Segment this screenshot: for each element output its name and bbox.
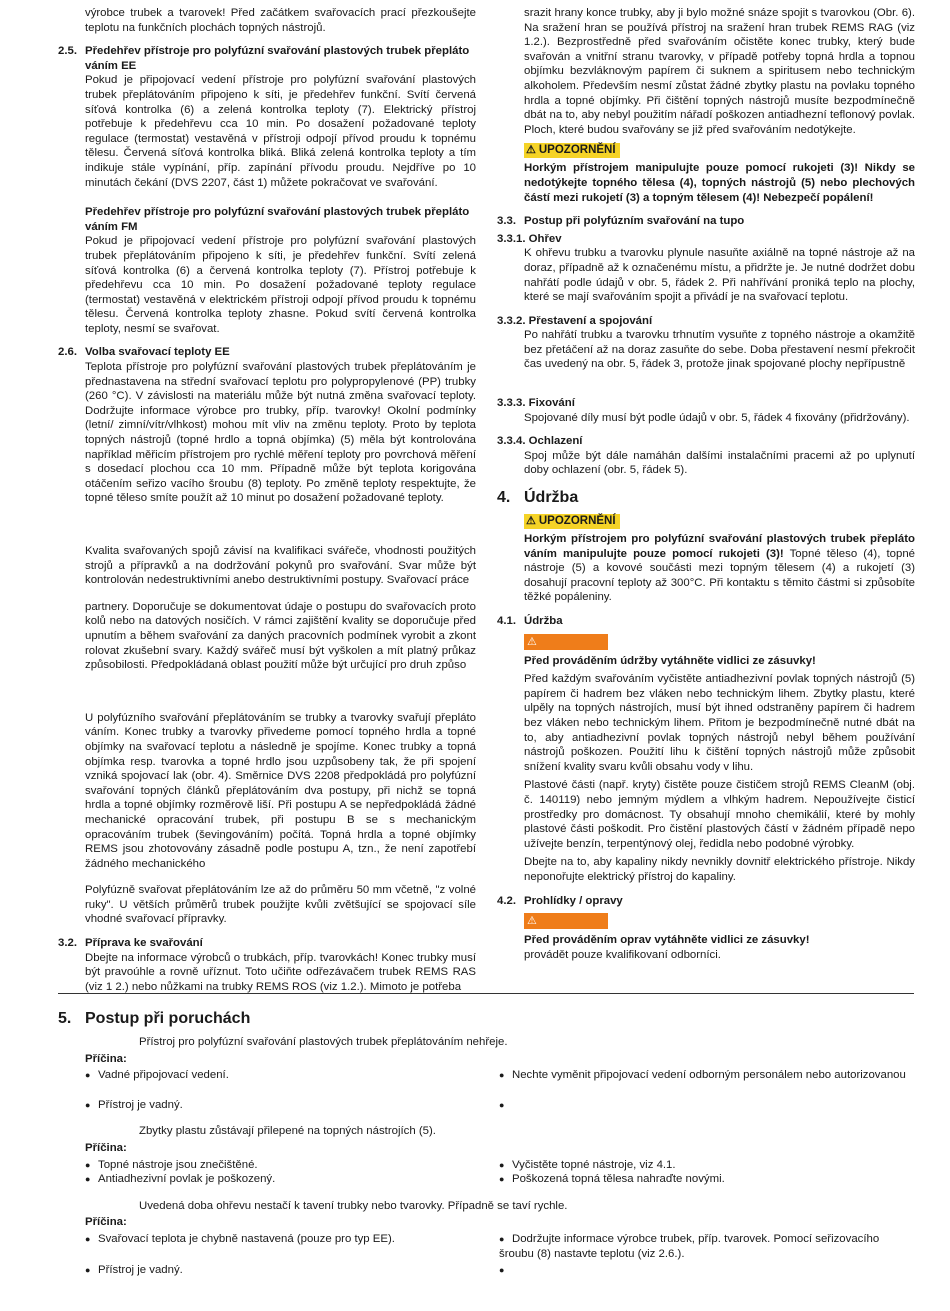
fm-heading: Předehřev přístroje pro polyfúzní svařování plastových trubek přepláto váním FM xyxy=(85,206,470,233)
problem-text: Uvedená doba ohřevu nestačí k tavení trubky nebo tvarovky. Případně se taví rychle. xyxy=(139,1199,568,1212)
left-column xyxy=(58,6,476,994)
cause-item: ● Přístroj je vadný. xyxy=(58,1098,499,1113)
cause-item: ● Topné nástroje jsou znečištěné. xyxy=(58,1158,499,1173)
caution-label xyxy=(524,913,608,929)
warning-label xyxy=(524,514,620,529)
warning-block-2 xyxy=(497,508,915,605)
fm-text: Pokud je připojovací vedení přístroje pro polyfúzní svařování plastových trubek přeplátováním připojeno k síti, je předehřev funkční. Svítí zelená síťová kontrolka (6) a červená kontrolka teploty (7). Přístroj potřebuje k předehřevu cca 10 min. Po dosažení požadované teploty regulace (termostat) vestavěná v elektrickém přístroji odpojí přívod proudu k topnému tělesu. Červená kontrolka teploty zhasne. Pokud svítí červená kontrolka teploty, nesmí se svařovat. xyxy=(85,235,476,335)
warning-label-text: UPOZORNĚNÍ xyxy=(538,515,616,528)
subsection-3-3-1-text: K ohřevu trubku a tvarovku plynule nasuňte axiálně na topné nástroje až na doraz, případně až k označenému místu, a přidržte je. Je nutné dodržet dobu nahřátí podle údajů v obr. 5, řádek 2. Při nahřívání proniká teplo na plochy, které se mají svařováním spojit a přivádí je na svařovací teplotu. xyxy=(524,247,915,304)
warning-triangle-icon: ⚠ xyxy=(526,144,536,157)
subsection-3-3-2-text: Po nahřátí trubku a tvarovku trhnutím vysuňte z topného nástroje a okamžitě bez přetáčení až na doraz zasuňte do sebe. Doba přestavení nesmí překročit čas uvedený na obr. 5, řádek 3, protože jinak spojované plochy nepřípustně xyxy=(524,329,915,371)
section-2-5-heading xyxy=(58,44,476,73)
maintenance-paragraph-2: Plastové části (např. kryty) čistěte pouze čističem strojů REMS CleanM (obj. č. 140119) nebo jemným mýdlem a vlhkým hadrem. Nepoužívejte čisticí prostředky pro domácnost. Ty obsahují mnoho chemikálií, které by mohly plastové části poškodit. Pro čistění plastových částí v žádném případě nepo užívejte benzín, terpentýnový olej, ředidla nebo podobné výrobky. xyxy=(524,779,915,850)
warning-triangle-icon: ⚠ xyxy=(526,515,536,528)
subsection-3-3-2-heading: 3.3.2. Přestavení a spojování xyxy=(497,314,653,327)
remedy-item: ● Nechte vyměnit připojovací vedení odborným personálem nebo autorizovanou xyxy=(499,1068,914,1083)
trouble-row xyxy=(58,1232,914,1261)
remedy-item: ● Poškozená topná tělesa nahraďte novými. xyxy=(499,1172,914,1187)
warning-triangle-icon: ⚠ xyxy=(527,635,537,648)
subsection-3-3-3-text: Spojované díly musí být podle údajů v obr. 5, řádek 4 fixovány (přidržovány). xyxy=(524,411,910,424)
section-3-3-heading xyxy=(497,214,915,229)
warning-label xyxy=(524,143,620,158)
maintenance-paragraph-3: Dbejte na to, aby kapaliny nikdy nevnikly dovnitř elektrického přístroje. Nikdy neponořujte elektrický přístroj do kapaliny. xyxy=(524,856,915,883)
right-column xyxy=(497,6,915,962)
cause-label: Příčina: xyxy=(85,1216,127,1229)
remedy-item xyxy=(499,1263,914,1278)
section-number: 2.5. xyxy=(58,45,77,58)
warning-text: Horkým přístrojem manipulujte pouze pomocí rukojeti (3)! Nikdy se nedotýkejte topného tělesa (4), topných nástrojů (5) nebo plechových částí mezi rukojetí (3) a topným tělesem (4)! Nebezpečí popálení! xyxy=(524,162,915,204)
cause-item: ● Přístroj je vadný. xyxy=(58,1263,499,1278)
unplug-warning: Před prováděním údržby vytáhněte vidlici ze zásuvky! xyxy=(524,654,816,667)
chapter-number: 4. xyxy=(497,489,511,507)
diameter-paragraph: Polyfúzně svařovat přeplátováním lze až do průměru 50 mm včetně, "z volné ruky". U větších průměrů trubek použijte kvůli zvětšující se spojovací síle vhodné svařovací přípravky. xyxy=(85,884,476,926)
section-4-2-heading xyxy=(497,894,915,909)
section-3-2-text: Dbejte na informace výrobců o trubkách, příp. tvarovkách! Konec trubky musí být pravoúhle a rovně uříznut. Toto učiňte odřezávačem trubek REMS RAS (viz 1 2.) nebo nůžkami na trubky REMS ROS (viz 1.2.). Mimoto je potřeba xyxy=(85,951,476,993)
subsection-3-3-3-heading: 3.3.3. Fixování xyxy=(497,397,575,410)
troubleshooting-section xyxy=(58,1009,914,1278)
maintenance-paragraph-1: Před každým svařováním vyčistěte antiadhezivní povlak topných nástrojů (5) papírem či hadrem bez vláken nebo technickým lihem. Zbytky plastu, které ulpěly na topných nástrojích, musí být ihned odstraněny papírem či hadrem bez vláken nebo technickým lihem. Přitom je bezpodmínečně nutné dbát na to, aby antiadhezivní povlak topných nástrojů nebyl během používání nástrojů poškozen. Použití lihu k čištění topných nástrojů může způsobit snížení kvality svaru kvůli obsahu vody v lihu. xyxy=(524,673,915,773)
cause-label: Příčina: xyxy=(85,1052,127,1065)
trouble-row xyxy=(58,1158,914,1173)
section-4-1-body xyxy=(497,634,915,885)
repair-text: provádět pouze kvalifikovaní odborníci. xyxy=(524,948,721,961)
warning-text xyxy=(524,532,915,605)
section-4-1-heading xyxy=(497,614,915,629)
warning-bold-text: Horkým přístrojem pro polyfúzní svařování plastových trubek přepláto váním manipulujte pouze pomocí rukojeti (3)! xyxy=(524,533,915,560)
section-title: Volba svařovací teploty EE xyxy=(85,346,230,359)
chapter-title: Údržba xyxy=(524,489,579,507)
section-number: 2.6. xyxy=(58,346,77,359)
problem-text: Přístroj pro polyfúzní svařování plastových trubek přeplátováním nehřeje. xyxy=(139,1036,508,1048)
preparation-continued: srazit hrany konce trubky, aby ji bylo možné snáze spojit s tvarovkou (Obr. 6). Na sražení hran se používá přístroj na sražení hran trubek REMS RAG (viz 1.2.). Bezprostředně před svařováním očistěte konec trubky, který bude svařován a vnitřní stranu tvarovky, v případě potřeby topná hrdla a topnou objímku bezvláknovým papírem či suknem a spiritusem nebo technickým alkoholem. Především nesmí zůstat žádné zbytky plastu na povlaku topného hrdla a topné objímky. Při čištění topných nástrojů musíte bezpodmínečně dbát na to, aby nebyl použitím nářadí poškozen antiadhezní teflonový povlak. Ploch, které budou svařovány se již před svařováním nedotýkejte. xyxy=(524,7,915,136)
warning-plain-text: Topné těleso (4), topné nástroje (5) a kovové součásti mezi topným tělesem (4) a rukojetí (3) dosahují pracovní teploty až 300°C. Při kontaktu s těmito částmi si způsobíte těžké popáleniny. xyxy=(524,547,915,604)
problem-text: Zbytky plastu zůstávají přilepené na topných nástrojích (5). xyxy=(139,1125,436,1138)
chapter-title: Postup při poruchách xyxy=(85,1010,251,1027)
trouble-row xyxy=(58,1098,914,1113)
subsection-3-3-4-heading: 3.3.4. Ochlazení xyxy=(497,435,583,448)
caution-label xyxy=(524,634,608,650)
remedy-item xyxy=(499,1098,914,1113)
cause-item: ● Vadné připojovací vedení. xyxy=(58,1068,499,1083)
warning-triangle-icon: ⚠ xyxy=(527,915,537,928)
trouble-row xyxy=(58,1172,914,1187)
unplug-warning: Před prováděním oprav vytáhněte vidlici ze zásuvky! xyxy=(524,934,810,947)
remedy-item: ● Dodržujte informace výrobce trubek, příp. tvarovek. Pomocí seřizovacího šroubu (8) nastavte teplotu (viz 2.6.). xyxy=(499,1232,914,1261)
trouble-row xyxy=(58,1263,914,1278)
warning-label-text: UPOZORNĚNÍ xyxy=(538,144,616,157)
section-number: 3.3. xyxy=(497,215,516,228)
section-2-5-text: Pokud je připojovací vedení přístroje pro polyfúzní svařování plastových trubek přeplátováním připojeno k síti, je předehřev funkční. Svítí červená síťová kontrolka (6) a zelená kontrolka teploty (7). Elektrický přístroj potřebuje k předehřevu cca 10 min. Po dosažení požadované teploty regulace (termostat) vestavěná v přístroji odpojí přívod proudu k topnému tělesu. Červená síťová kontrolka bliká. Bliká zelená kontrolka teploty a tím indikuje stále vypínání, příp. zapínání přívodu proudu. Nejdříve po 10 minutách čekání (DVS 2207, část 1) můžete pokračovat ve svařování. xyxy=(85,74,476,189)
section-2-6-heading xyxy=(58,345,476,360)
section-3-2-heading xyxy=(58,936,476,951)
chapter-4-heading xyxy=(497,488,915,508)
section-divider xyxy=(58,993,914,994)
subsection-3-3-4-text: Spoj může být dále namáhán dalšími instalačními pracemi až po uplynutí doby ochlazení (obr. 5, řádek 5). xyxy=(524,449,915,477)
trouble-row xyxy=(58,1068,914,1083)
cause-label: Příčina: xyxy=(85,1141,127,1154)
section-4-2-body xyxy=(497,913,915,962)
section-number: 3.2. xyxy=(58,937,77,950)
section-number: 4.1. xyxy=(497,615,516,627)
section-title: Údržba xyxy=(524,615,563,627)
section-2-6-text: Teplota přístroje pro polyfúzní svařování plastových trubek přeplátováním je přednastavena na střední svařovací teplotu pro polypropylenové (PP) trubky (260 °C). V závislosti na materiálu může být nutná změna svařovací teploty. Dodržujte informace výrobce pro trubky, příp. tvarovky! Okolní podmínky (letní/ zimní/vítr/vlhkost) mohou mít vliv na změnu teploty. Proto by teplota topných nástrojů (topné hrdlo a topná objímka) (5) měla být kontrolována například měřicím přístrojem pro rychlé měření teploty pro povrchová měření s dosedací plochou cca 10 mm. Případně může být teplota korigována otáčením seřizo vacího šroubu (8) teploty. Po změně teploty respektujte, že topné těleso smíte použít až 10 minut po dosažení požadované teploty. xyxy=(85,361,476,505)
remedy-item: ● Vyčistěte topné nástroje, viz 4.1. xyxy=(499,1158,914,1173)
section-title: Příprava ke svařování xyxy=(85,937,203,950)
section-title: Předehřev přístroje pro polyfúzní svařování plastových trubek přepláto váním EE xyxy=(85,45,470,72)
chapter-5-heading xyxy=(58,1009,914,1029)
section-title: Postup při polyfúzním svařování na tupo xyxy=(524,215,745,228)
chapter-number: 5. xyxy=(58,1010,72,1027)
subsection-3-3-1-heading: 3.3.1. Ohřev xyxy=(497,232,562,245)
cause-item: ● Svařovací teplota je chybně nastavená (pouze pro typ EE). xyxy=(58,1232,499,1261)
polyfusion-paragraph: U polyfúzního svařování přeplátováním se trubky a tvarovky svařují přepláto váním. Konec trubky a tvarovky přivedeme pomocí topného hrdla a topné objímky na svařovací teplotu a následně je spojíme. Konec trubky a topná objímka resp. tvarovka a topné hrdlo jsou uzpůsobeny tak, že při spojení vzniká spojovací lak (obr. 4). Směrnice DVS 2208 předpokládá pro polyfúzní svařování topných článků přeplátováním dva postupy, při nichž se topná hrdla a topné objímky rozměrově liší. Při postupu A se nepředpokládá žádné mechanické opracování trubek, při postupu B se s mechanickým opracováním trubek (ševingováním) počítá. Topná hrdla a topné objímky REMS jsou zhotovovány zásadně podle postupu A, tzn., že není zapotřebí žádného mechanického xyxy=(85,711,476,870)
quality-paragraph-2: partnery. Doporučuje se dokumentovat údaje o postupu do svařovacích proto kolů nebo na datových nosičích. V rámci zajištění kvality se doporučuje před upnutím a během svařování za daných pracovních podmínek vyrobit a zkont rolovat zkušební svary. Každý svářeč musí být vyškolen a mít platný průkaz způsobilosti. Předpokládaná oblast použití může být určující pro druh způso xyxy=(85,600,476,672)
section-title: Prohlídky / opravy xyxy=(524,894,623,907)
warning-block-1 xyxy=(497,137,915,205)
quality-paragraph-1: Kvalita svařovaných spojů závisí na kvalifikaci svářeče, vhodnosti použitých strojů a přípravků a na dodržování pokynů pro svařování. Svar může být kontrolován nedestruktivními anebo destruktivními postupy. Svařovací práce xyxy=(85,545,476,587)
intro-paragraph: výrobce trubek a tvarovek! Před začátkem svařovacích prací přezkoušejte teplotu na funkčních plochách topných nástrojů. xyxy=(85,7,476,34)
cause-item: ● Antiadhezivní povlak je poškozený. xyxy=(58,1172,499,1187)
section-number: 4.2. xyxy=(497,894,516,907)
